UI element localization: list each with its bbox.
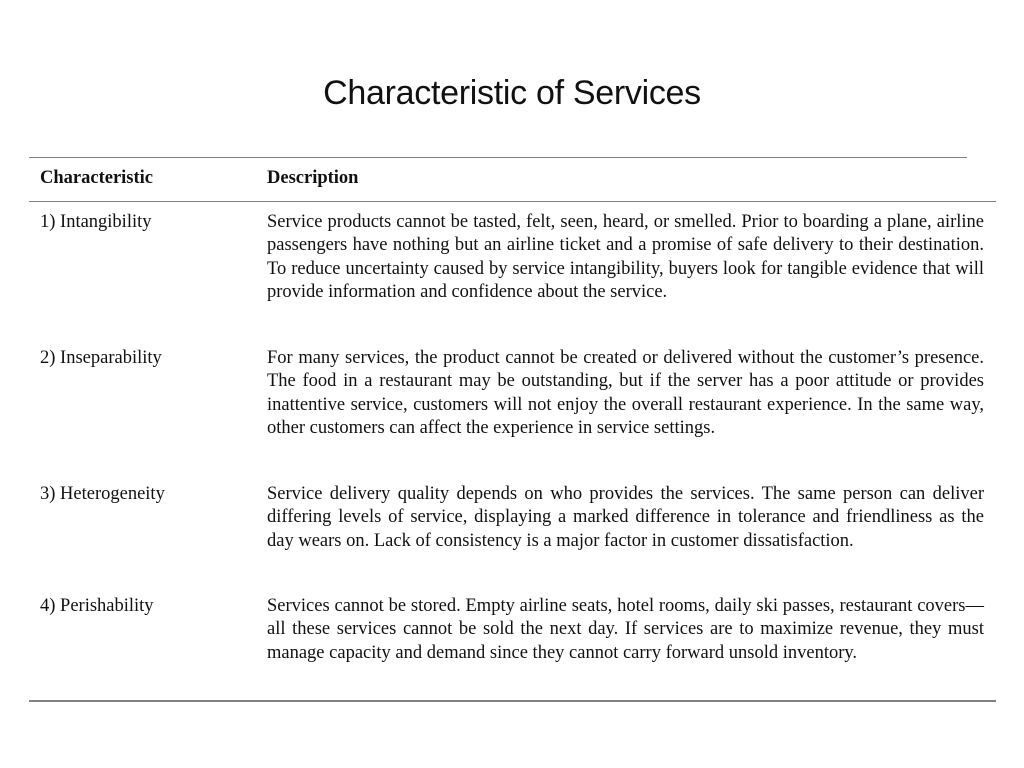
row-3-description: Service delivery quality depends on who provides the services. The same person can deliver differing levels of service, displaying a marked difference in tolerance and friendliness as the day wears on. Lack of consistency is a major factor in customer dissatisfaction.: [267, 484, 984, 551]
slide-title: Characteristic of Services: [323, 74, 701, 112]
row-3-characteristic: 3) Heterogeneity: [40, 484, 165, 504]
row-2-description: For many services, the product cannot be created or delivered without the customer’s presence. The food in a restaurant may be outstanding, but if the server has a poor attitude or provides inattentive service, customers will not enjoy the overall restaurant experience. In the same way, other customers can affect the experience in service settings.: [267, 348, 984, 438]
row-4-description: Services cannot be stored. Empty airline seats, hotel rooms, daily ski passes, restaurant covers—all these services cannot be sold the next day. If services are to maximize revenue, they must manage capacity and demand since they cannot carry forward unsold inventory.: [267, 596, 984, 663]
table-header-rule: [29, 201, 996, 202]
header-characteristic: Characteristic: [40, 168, 154, 188]
header-description: Description: [267, 168, 359, 188]
row-1-description: Service products cannot be tasted, felt, seen, heard, or smelled. Prior to boarding a plane, airline passengers have nothing but an airline ticket and a promise of safe delivery to their destination. To reduce uncertainty caused by service intangibility, buyers look for tangible evidence that will provide information and confidence about the service.: [267, 212, 984, 302]
table-bottom-rule: [29, 700, 996, 702]
row-1-characteristic: 1) Intangibility: [40, 212, 152, 232]
row-2-characteristic: 2) Inseparability: [40, 348, 162, 368]
row-4-characteristic: 4) Perishability: [40, 596, 154, 616]
table-top-rule: [29, 157, 967, 158]
